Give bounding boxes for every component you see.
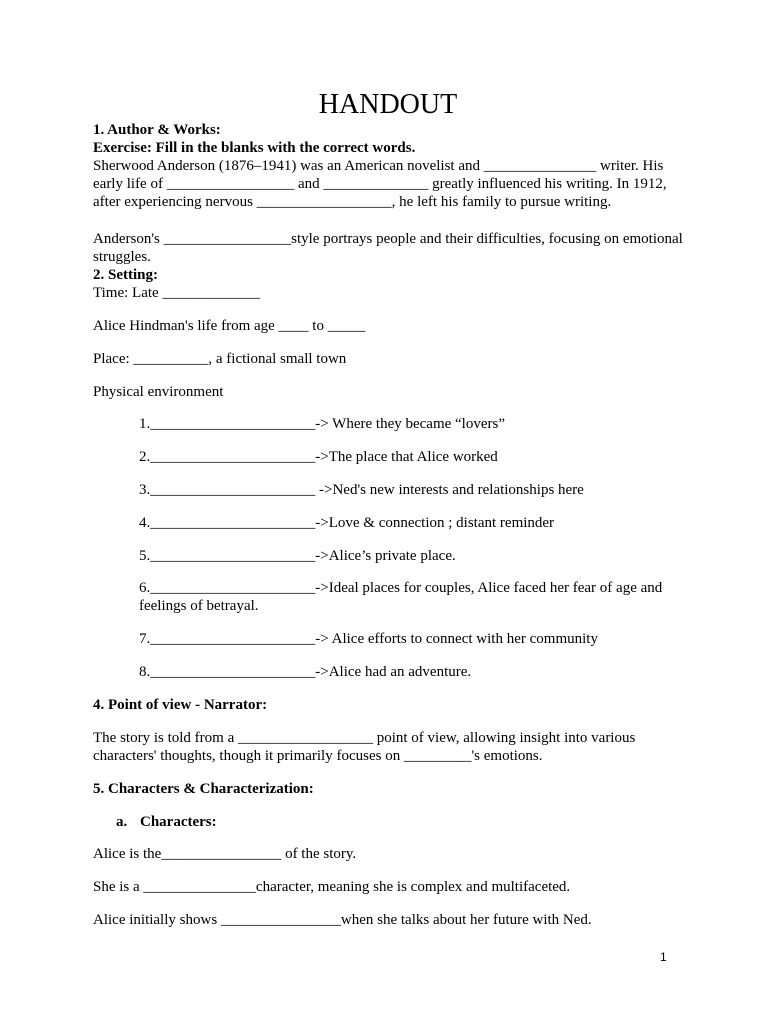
characters-subheading bbox=[116, 813, 676, 831]
setting-time: Time: Late _____________ bbox=[93, 285, 260, 301]
physical-environment-label: Physical environment bbox=[93, 384, 224, 400]
setting-age: Alice Hindman's life from age ____ to _____ bbox=[93, 318, 366, 334]
environment-item: 8.______________________->Alice had an adventure. bbox=[139, 664, 472, 680]
character-line: Alice is the________________ of the story. bbox=[93, 846, 357, 862]
environment-item: 3.______________________ ->Ned's new interests and relationships here bbox=[139, 482, 584, 498]
character-line: She is a _______________character, meaning she is complex and multifaceted. bbox=[93, 879, 571, 895]
environment-item: 5.______________________->Alice’s private place. bbox=[139, 548, 456, 564]
environment-item: 2.______________________->The place that Alice worked bbox=[139, 449, 498, 465]
sub-marker: a. bbox=[116, 814, 128, 830]
environment-item: 1.______________________-> Where they became “lovers” bbox=[139, 416, 505, 432]
author-paragraph: Sherwood Anderson (1876–1941) was an American novelist and _______________ writer. His early life of _________________ and ______________ greatly influenced his writing. In 1912, after experiencing nervous __________________, he left his family to pursue writing. bbox=[93, 158, 667, 210]
exercise-instruction: Exercise: Fill in the blanks with the correct words. bbox=[93, 140, 416, 156]
section-2-heading: 2. Setting: bbox=[93, 267, 158, 283]
section-1-heading: 1. Author & Works: bbox=[93, 122, 221, 138]
setting-place: Place: __________, a fictional small town bbox=[93, 351, 347, 367]
environment-item: 4.______________________->Love & connection ; distant reminder bbox=[139, 515, 555, 531]
section-5-heading: 5. Characters & Characterization: bbox=[93, 781, 314, 797]
page-number: 1 bbox=[660, 950, 667, 964]
environment-item: 6.______________________->Ideal places for couples, Alice faced her fear of age and feelings of betrayal. bbox=[139, 580, 663, 614]
character-line: Alice initially shows ________________when she talks about her future with Ned. bbox=[93, 912, 592, 928]
page-title: HANDOUT bbox=[318, 89, 458, 120]
style-paragraph: Anderson's _________________style portrays people and their difficulties, focusing on emotional struggles. bbox=[93, 231, 683, 265]
environment-item: 7.______________________-> Alice efforts to connect with her community bbox=[139, 631, 598, 647]
point-of-view-text: The story is told from a __________________ point of view, allowing insight into various characters' thoughts, though it primarily focuses on _________'s emotions. bbox=[93, 730, 636, 764]
sub-heading-label: Characters: bbox=[140, 814, 217, 830]
section-4-heading: 4. Point of view - Narrator: bbox=[93, 697, 268, 713]
